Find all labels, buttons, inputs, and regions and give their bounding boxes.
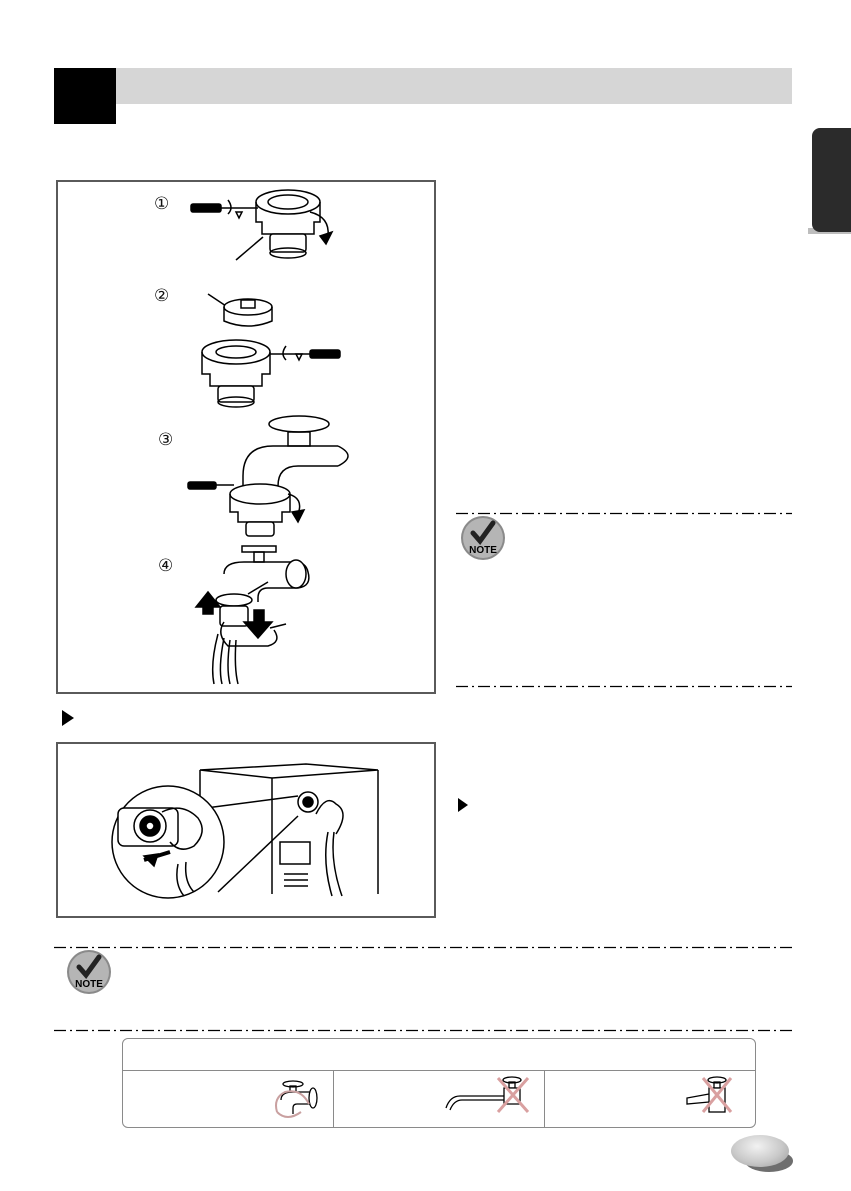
- step-number-1: ①: [154, 194, 170, 214]
- step-number-4: ④: [158, 556, 174, 576]
- chapter-side-tab: [812, 128, 851, 232]
- round-faucet-icon: [271, 1078, 321, 1120]
- bottom-note-top-divider: [54, 936, 792, 954]
- bottom-note-bottom-divider: [54, 1019, 792, 1037]
- step-number-2: ②: [154, 286, 170, 306]
- note-label-right: NOTE: [469, 545, 497, 556]
- dash-dot-line: [54, 1029, 792, 1032]
- long-spout-faucet-icon: [444, 1074, 540, 1122]
- faucet-cell-long-spout: [334, 1070, 544, 1127]
- section-title-bar: [116, 68, 792, 104]
- step1-illustration: [191, 190, 332, 260]
- step4-illustration: [196, 546, 309, 684]
- note-check-icon: [460, 515, 506, 561]
- dash-dot-line: [54, 946, 792, 949]
- step2-illustration: [202, 294, 340, 407]
- washer-hose-illustration: [58, 744, 434, 916]
- note-check-icon: [66, 949, 112, 995]
- adapter-steps-illustration: [58, 182, 434, 692]
- hose-connection-figure: [56, 742, 436, 918]
- faucet-cell-square: [545, 1070, 755, 1127]
- faucet-type-table: [122, 1038, 756, 1128]
- section-marker-block: [54, 68, 116, 124]
- dash-dot-line: [456, 685, 792, 688]
- adapter-install-figure: [56, 180, 436, 694]
- square-faucet-icon: [681, 1074, 741, 1122]
- page-number-badge: [731, 1135, 789, 1167]
- faucet-cell-suitable: [123, 1070, 333, 1127]
- step-number-3: ③: [158, 430, 174, 450]
- note-label-bottom: NOTE: [75, 979, 103, 990]
- dash-dot-line: [456, 512, 792, 515]
- step3-illustration: [188, 416, 348, 536]
- play-triangle-icon: [458, 798, 468, 812]
- play-triangle-icon: [62, 710, 74, 726]
- note-top-divider: [456, 502, 792, 520]
- note-bottom-divider: [456, 675, 792, 693]
- faucet-table-header: [123, 1039, 755, 1071]
